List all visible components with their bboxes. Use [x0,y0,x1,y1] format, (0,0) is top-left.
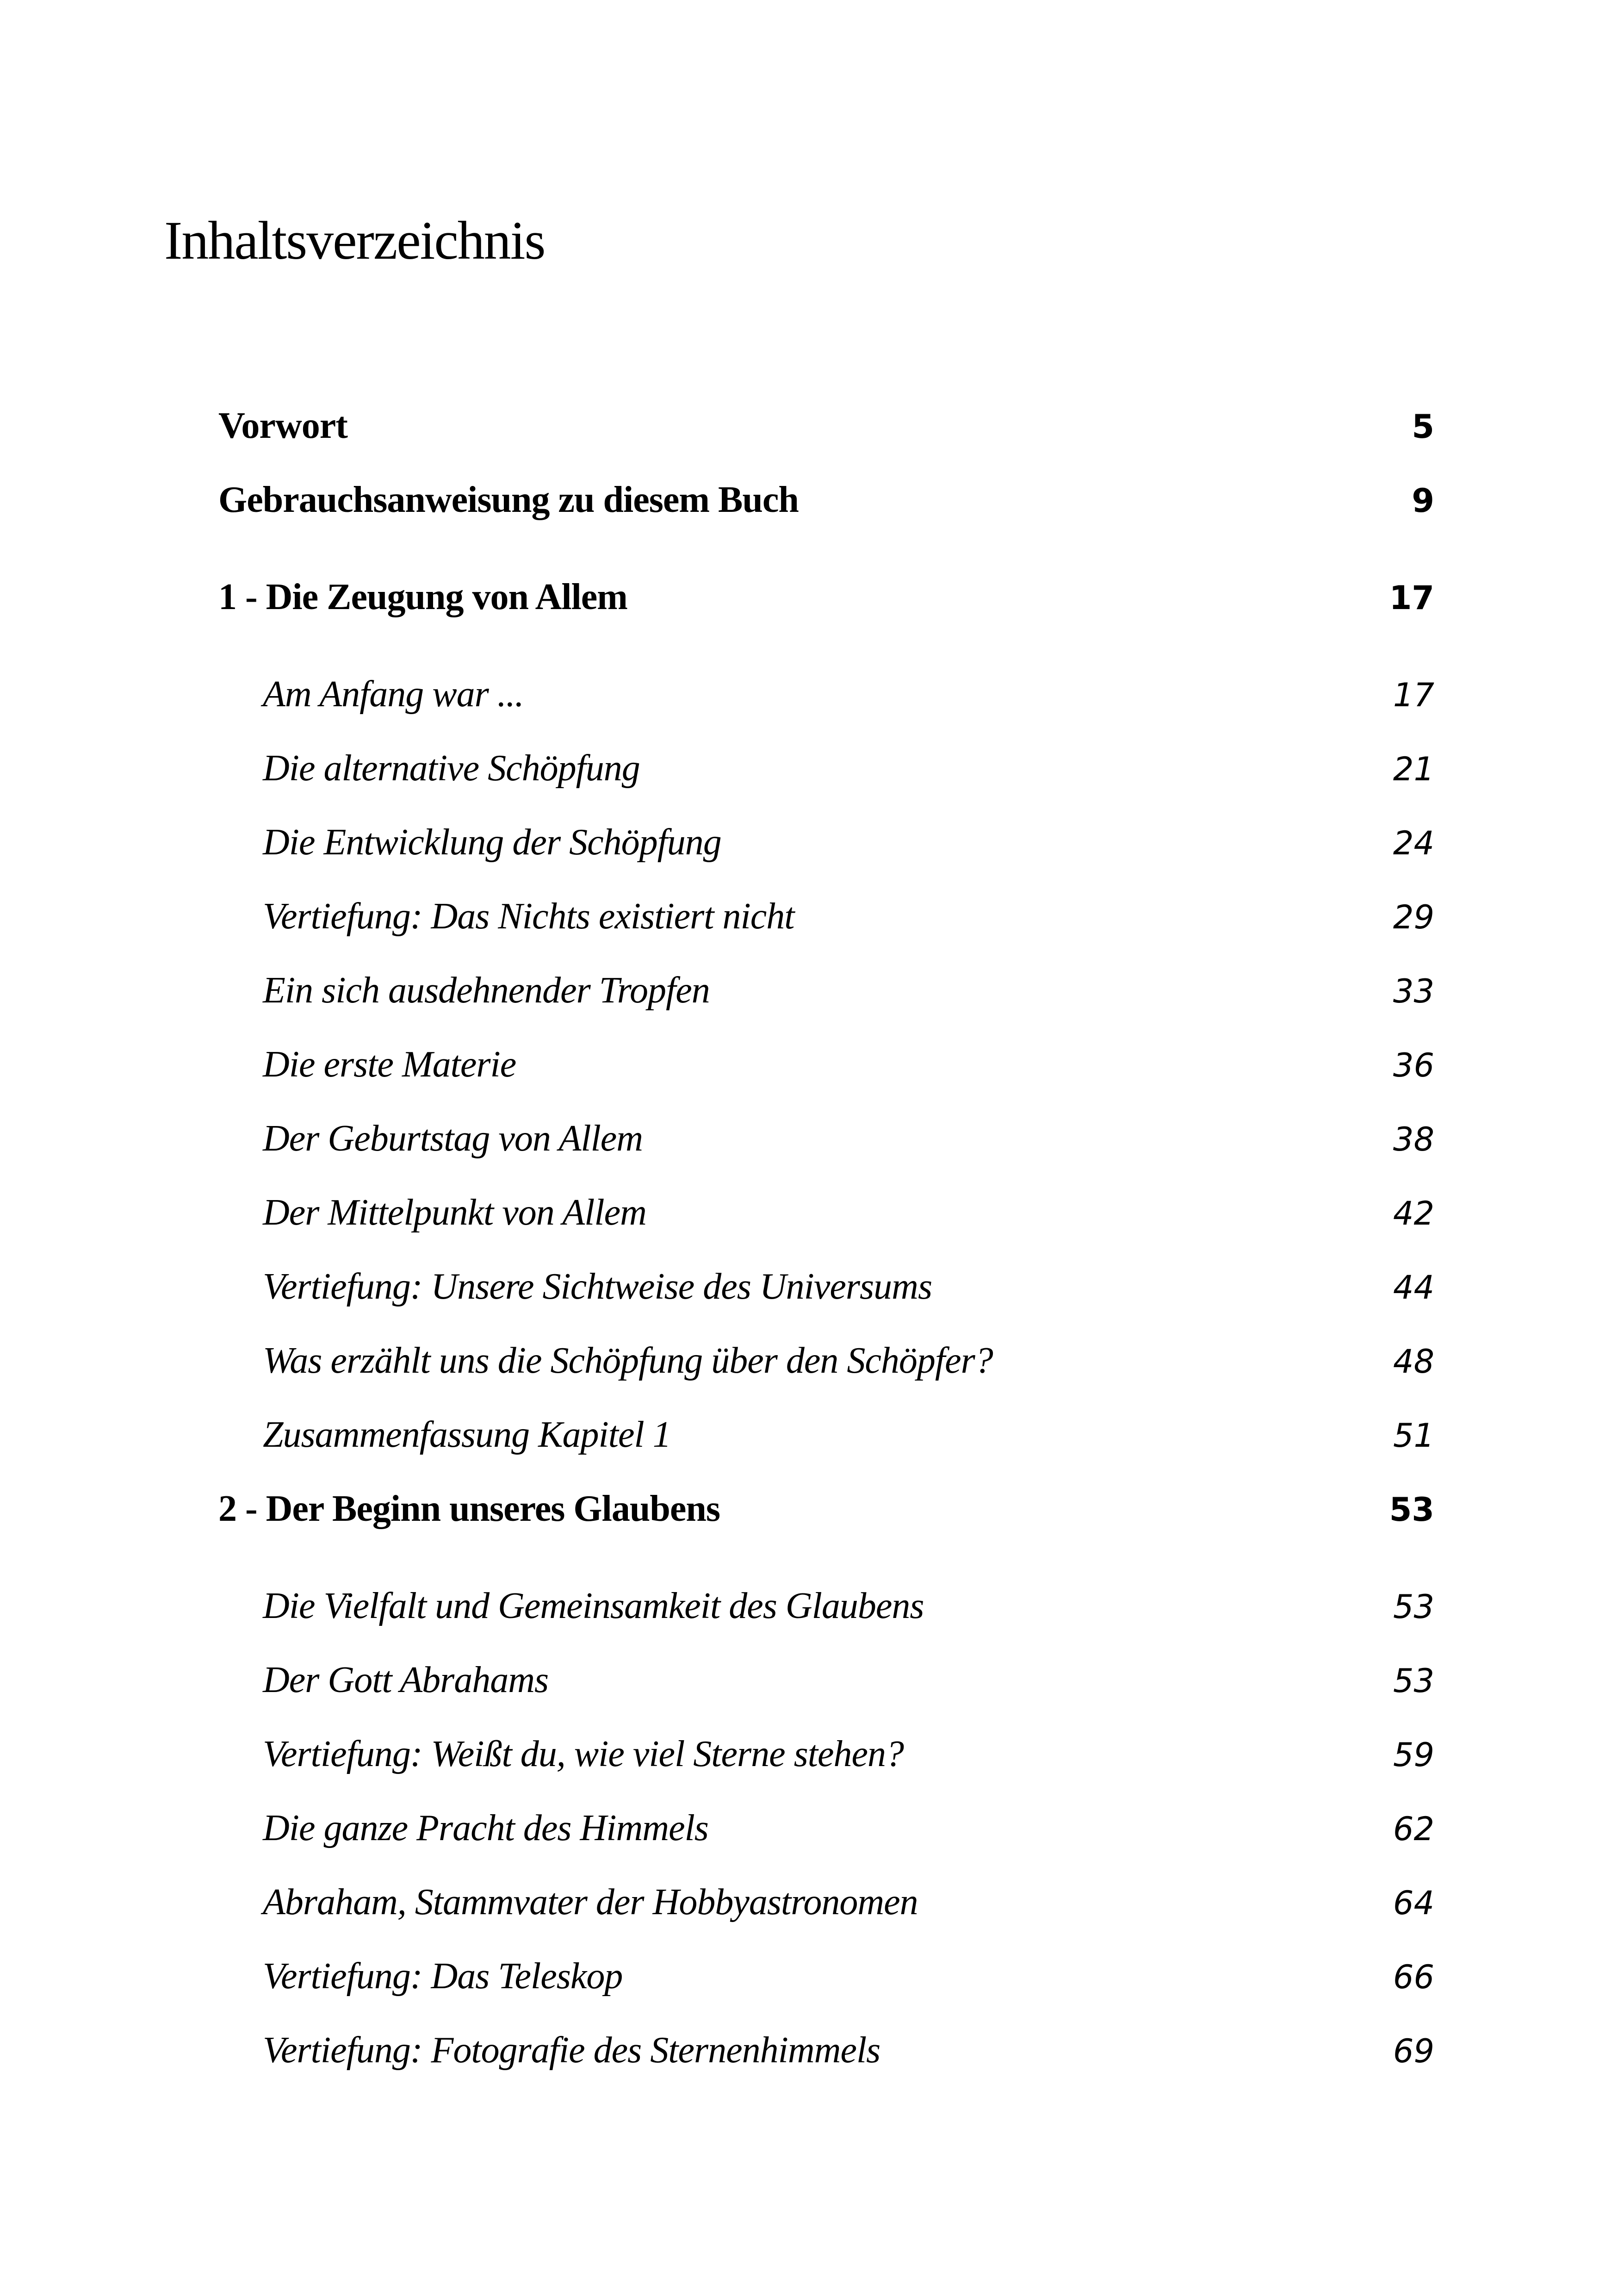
toc-page-number: 53 [1389,1491,1434,1529]
toc-page-number: 21 [1393,750,1434,788]
toc-chapter-title: 2 - Der Beginn unseres Glaubens [218,1488,720,1529]
toc-section-entry [218,1250,1434,1324]
toc-section-title: Vertiefung: Fotografie des Sternenhimmels [263,2030,880,2071]
toc-section-title: Abraham, Stammvater der Hobbyastronomen [263,1882,918,1923]
toc-section-entry [218,1176,1434,1250]
toc-page-number: 17 [1393,676,1434,714]
toc-page-number: 38 [1393,1120,1434,1158]
toc-section-title: Die alternative Schöpfung [263,748,640,789]
toc-section-title: Die ganze Pracht des Himmels [263,1808,708,1848]
toc-section-entry [218,879,1434,953]
table-of-contents [218,389,1434,2087]
toc-section-entry [218,953,1434,1027]
toc-page-number: 69 [1393,2032,1434,2070]
toc-section-entry [218,1643,1434,1717]
toc-section-entry [218,1101,1434,1176]
toc-chapter-entry [218,560,1434,657]
toc-page-number: 33 [1393,972,1434,1010]
toc-section-title: Vertiefung: Weißt du, wie viel Sterne stehen? [263,1734,904,1774]
toc-chapter-entry [218,463,1434,560]
toc-section-title: Zusammenfassung Kapitel 1 [263,1414,671,1455]
toc-page-number: 17 [1389,579,1434,617]
toc-section-entry [218,805,1434,879]
toc-chapter-entry [218,389,1434,463]
toc-page-number: 29 [1393,898,1434,936]
toc-page-number: 53 [1393,1588,1434,1626]
toc-section-entry [218,731,1434,805]
toc-page-number: 24 [1393,824,1434,862]
toc-section-title: Der Geburtstag von Allem [263,1118,643,1159]
toc-page-number: 59 [1393,1736,1434,1774]
toc-chapter-title: Gebrauchsanweisung zu diesem Buch [218,479,799,520]
toc-section-entry [218,657,1434,731]
toc-section-title: Ein sich ausdehnender Tropfen [263,970,710,1011]
toc-section-title: Am Anfang war ... [263,674,524,715]
toc-section-title: Die Vielfalt und Gemeinsamkeit des Glaubens [263,1586,924,1626]
toc-section-title: Der Gott Abrahams [263,1660,549,1700]
toc-page-number: 66 [1393,1958,1434,1996]
toc-section-entry [218,1027,1434,1101]
page-title: Inhaltsverzeichnis [164,210,545,271]
toc-section-entry [218,1791,1434,1865]
toc-page-number: 9 [1412,482,1434,520]
toc-section-entry [218,1939,1434,2013]
toc-section-entry [218,1398,1434,1472]
toc-section-title: Was erzählt uns die Schöpfung über den Schöpfer? [263,1340,993,1381]
toc-page-number: 42 [1393,1195,1434,1232]
toc-section-entry [218,1865,1434,1939]
toc-section-entry [218,1717,1434,1791]
toc-section-title: Vertiefung: Das Teleskop [263,1956,623,1997]
toc-section-entry [218,2013,1434,2087]
toc-section-title: Der Mittelpunkt von Allem [263,1192,646,1233]
toc-chapter-title: 1 - Die Zeugung von Allem [218,577,627,617]
toc-page-number: 48 [1393,1343,1434,1381]
toc-page-number: 64 [1393,1884,1434,1922]
toc-chapter-entry [218,1472,1434,1569]
toc-section-entry [218,1324,1434,1398]
toc-page-number: 62 [1393,1810,1434,1848]
toc-chapter-title: Vorwort [218,405,347,446]
toc-section-title: Die erste Materie [263,1044,516,1085]
toc-page-number: 5 [1412,408,1434,446]
toc-section-title: Vertiefung: Unsere Sichtweise des Universums [263,1266,932,1307]
toc-page-number: 44 [1393,1269,1434,1307]
toc-page-number: 36 [1393,1046,1434,1084]
toc-section-title: Vertiefung: Das Nichts existiert nicht [263,896,794,937]
toc-section-title: Die Entwicklung der Schöpfung [263,822,721,863]
toc-page-number: 53 [1393,1662,1434,1700]
toc-section-entry [218,1569,1434,1643]
toc-page-number: 51 [1393,1417,1434,1455]
